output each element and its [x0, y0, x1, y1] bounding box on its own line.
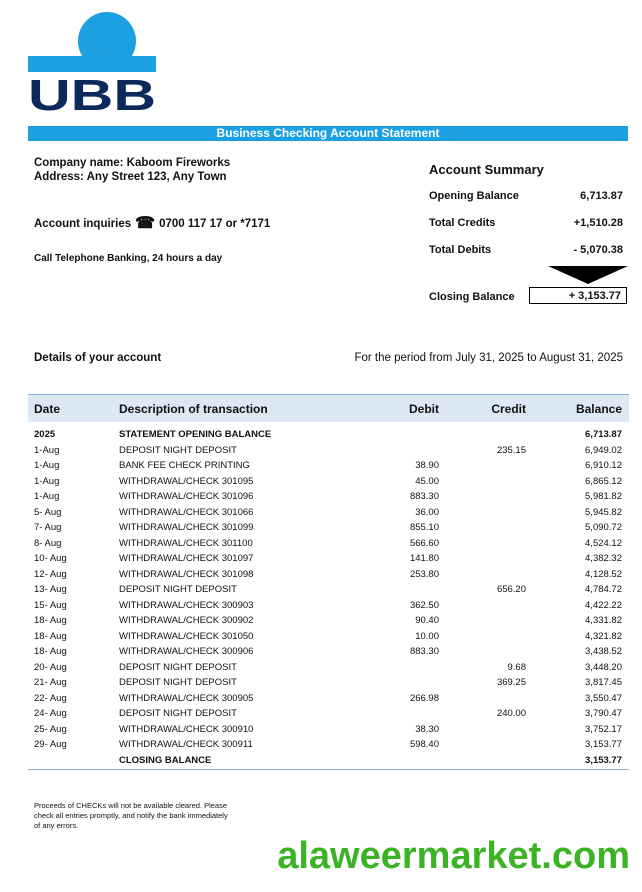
table-row	[28, 644, 629, 660]
company-name: Company name: Kaboom Fireworks	[34, 157, 231, 169]
row-date: 20- Aug	[34, 661, 67, 673]
company-address: Address: Any Street 123, Any Town	[34, 171, 227, 183]
row-date: 1-Aug	[34, 491, 60, 503]
account-summary-title: Account Summary	[429, 162, 544, 177]
ubb-logo	[28, 12, 158, 114]
row-balance: 3,153.77	[585, 754, 622, 766]
row-description: WITHDRAWAL/CHECK 300903	[119, 599, 254, 611]
row-description: WITHDRAWAL/CHECK 300905	[119, 692, 254, 704]
row-balance: 6,910.12	[585, 460, 622, 472]
table-row	[28, 753, 629, 769]
table-row	[28, 613, 629, 629]
row-date: 29- Aug	[34, 739, 67, 751]
summary-opening-balance	[429, 190, 623, 202]
statement-title: Business Checking Account Statement	[28, 126, 628, 141]
row-description: WITHDRAWAL/CHECK 301095	[119, 475, 254, 487]
table-row	[28, 660, 629, 676]
table-row	[28, 489, 629, 505]
table-row	[28, 458, 629, 474]
row-date: 2025	[34, 429, 56, 441]
row-credit: 240.00	[496, 708, 526, 720]
row-description: DEPOSIT NIGHT DEPOSIT	[119, 584, 237, 596]
row-balance: 3,153.77	[585, 739, 622, 751]
table-row	[28, 474, 629, 490]
header-balance: Balance	[575, 401, 622, 416]
row-date: 1-Aug	[34, 475, 60, 487]
watermark: alaweermarket.com	[277, 835, 630, 877]
row-description: WITHDRAWAL/CHECK 300910	[119, 723, 254, 735]
row-date: 25- Aug	[34, 723, 67, 735]
row-date: 18- Aug	[34, 630, 67, 642]
row-description: DEPOSIT NIGHT DEPOSIT	[119, 677, 237, 689]
telephone-icon: ☎	[135, 215, 156, 232]
table-row	[28, 567, 629, 583]
table-row	[28, 675, 629, 691]
row-balance: 3,448.20	[585, 661, 622, 673]
row-debit: 883.30	[409, 646, 439, 658]
table-row	[28, 722, 629, 738]
row-description: STATEMENT OPENING BALANCE	[119, 429, 272, 441]
row-description: WITHDRAWAL/CHECK 301099	[119, 522, 254, 534]
row-description: WITHDRAWAL/CHECK 300902	[119, 615, 254, 627]
footnote: Proceeds of CHECKs will not be available cleared. Please check all entries promptly, and notify the bank immediately of any errors.	[34, 801, 228, 830]
row-description: WITHDRAWAL/CHECK 301050	[119, 630, 254, 642]
table-row	[28, 706, 629, 722]
row-balance: 3,817.45	[585, 677, 622, 689]
table-row	[28, 737, 629, 753]
table-row	[28, 691, 629, 707]
row-balance: 5,945.82	[585, 506, 622, 518]
table-header	[28, 394, 629, 422]
table-row	[28, 582, 629, 598]
account-inquiries	[34, 217, 270, 231]
row-date: 18- Aug	[34, 615, 67, 627]
table-row	[28, 536, 629, 552]
summary-value: - 5,070.38	[573, 244, 623, 256]
row-description: DEPOSIT NIGHT DEPOSIT	[119, 661, 237, 673]
row-credit: 235.15	[496, 444, 526, 456]
row-description: CLOSING BALANCE	[119, 754, 212, 766]
row-debit: 253.80	[409, 568, 439, 580]
summary-label: Total Debits	[429, 244, 492, 256]
table-row	[28, 598, 629, 614]
row-description: WITHDRAWAL/CHECK 301066	[119, 506, 254, 518]
summary-total-credits	[429, 217, 623, 229]
header-description: Description of transaction	[119, 401, 268, 416]
row-description: BANK FEE CHECK PRINTING	[119, 460, 250, 472]
closing-balance-value: + 3,153.77	[529, 287, 627, 304]
row-balance: 4,422.22	[585, 599, 622, 611]
row-debit: 141.80	[409, 553, 439, 565]
row-date: 5- Aug	[34, 506, 62, 518]
down-arrow-icon	[548, 266, 628, 284]
row-balance: 5,090.72	[585, 522, 622, 534]
row-balance: 6,949.02	[585, 444, 622, 456]
row-debit: 598.40	[409, 739, 439, 751]
row-balance: 4,784.72	[585, 584, 622, 596]
row-date: 12- Aug	[34, 568, 67, 580]
row-description: WITHDRAWAL/CHECK 301096	[119, 491, 254, 503]
table-row	[28, 629, 629, 645]
row-balance: 4,321.82	[585, 630, 622, 642]
row-credit: 9.68	[507, 661, 526, 673]
row-debit: 10.00	[415, 630, 439, 642]
row-date: 1-Aug	[34, 460, 60, 472]
row-debit: 362.50	[409, 599, 439, 611]
row-debit: 38.30	[415, 723, 439, 735]
row-date: 24- Aug	[34, 708, 67, 720]
row-date: 18- Aug	[34, 646, 67, 658]
row-date: 22- Aug	[34, 692, 67, 704]
row-credit: 369.25	[496, 677, 526, 689]
row-date: 10- Aug	[34, 553, 67, 565]
summary-total-debits	[429, 244, 623, 256]
inquiries-phone: 0700 117 17 or *7171	[159, 218, 271, 230]
summary-label: Total Credits	[429, 217, 496, 229]
row-balance: 4,382.32	[585, 553, 622, 565]
row-description: WITHDRAWAL/CHECK 300906	[119, 646, 254, 658]
row-date: 21- Aug	[34, 677, 67, 689]
row-balance: 3,550.47	[585, 692, 622, 704]
table-row	[28, 520, 629, 536]
transactions-table	[28, 394, 629, 770]
summary-label: Opening Balance	[429, 190, 519, 202]
row-balance: 4,128.52	[585, 568, 622, 580]
row-description: WITHDRAWAL/CHECK 301100	[119, 537, 253, 549]
row-debit: 855.10	[409, 522, 439, 534]
table-bottom-rule	[28, 769, 629, 770]
row-balance: 3,438.52	[585, 646, 622, 658]
row-date: 7- Aug	[34, 522, 62, 534]
row-description: DEPOSIT NIGHT DEPOSIT	[119, 444, 237, 456]
row-date: 13- Aug	[34, 584, 67, 596]
row-debit: 38.90	[415, 460, 439, 472]
inquiries-label: Account inquiries	[34, 218, 132, 230]
logo-text: UBB	[28, 71, 156, 114]
row-balance: 6,713.87	[585, 429, 622, 441]
row-description: WITHDRAWAL/CHECK 301098	[119, 568, 254, 580]
table-row	[28, 505, 629, 521]
header-credit: Credit	[491, 401, 526, 416]
header-date: Date	[34, 401, 61, 416]
row-balance: 4,524.12	[585, 537, 622, 549]
row-description: DEPOSIT NIGHT DEPOSIT	[119, 708, 237, 720]
row-debit: 566.60	[409, 537, 439, 549]
row-date: 8- Aug	[34, 537, 62, 549]
row-balance: 3,752.17	[585, 723, 622, 735]
table-body	[28, 422, 629, 768]
row-debit: 36.00	[415, 506, 439, 518]
statement-period: For the period from July 31, 2025 to August 31, 2025	[354, 352, 623, 364]
row-balance: 3,790.47	[585, 708, 622, 720]
summary-value: +1,510.28	[573, 217, 623, 229]
row-description: WITHDRAWAL/CHECK 301097	[119, 553, 254, 565]
table-row	[28, 443, 629, 459]
row-description: WITHDRAWAL/CHECK 300911	[119, 739, 253, 751]
company-info	[34, 156, 230, 184]
row-debit: 45.00	[415, 475, 439, 487]
table-row	[28, 551, 629, 567]
table-row	[28, 427, 629, 443]
summary-value: 6,713.87	[580, 190, 623, 202]
row-debit: 90.40	[415, 615, 439, 627]
row-date: 15- Aug	[34, 599, 67, 611]
row-debit: 883.30	[409, 491, 439, 503]
row-balance: 4,331.82	[585, 615, 622, 627]
telephone-banking-note: Call Telephone Banking, 24 hours a day	[34, 253, 223, 264]
row-credit: 656.20	[496, 584, 526, 596]
closing-balance-label: Closing Balance	[429, 291, 515, 303]
row-debit: 266.98	[409, 692, 439, 704]
row-balance: 6,865.12	[585, 475, 622, 487]
row-balance: 5,981.82	[585, 491, 622, 503]
row-date: 1-Aug	[34, 444, 60, 456]
header-debit: Debit	[409, 401, 439, 416]
details-heading: Details of your account	[34, 352, 162, 364]
